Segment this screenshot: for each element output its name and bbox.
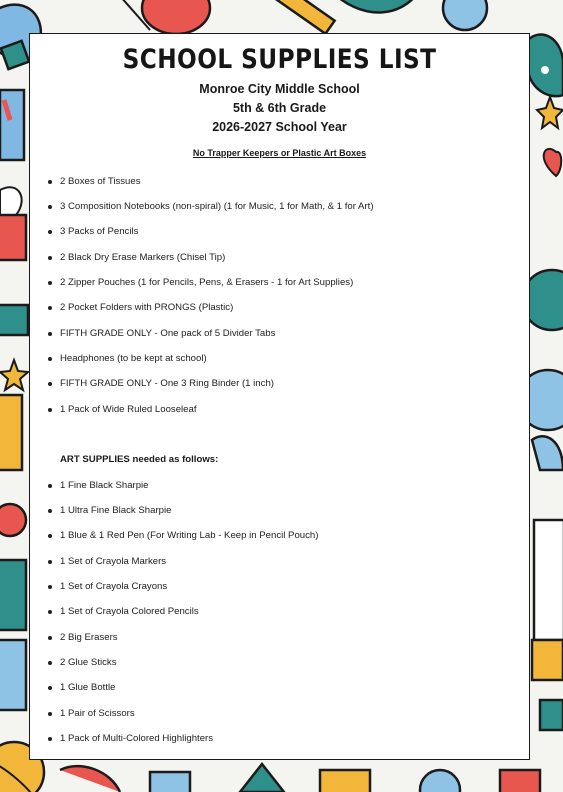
list-item: 3 Packs of Pencils bbox=[60, 226, 139, 237]
list-item: 1 Set of Crayola Markers bbox=[60, 556, 167, 567]
school-name: Monroe City Middle School bbox=[199, 82, 360, 96]
list-item: FIFTH GRADE ONLY - One pack of 5 Divider Tabs bbox=[60, 328, 276, 339]
list-item: 1 Ultra Fine Black Sharpie bbox=[60, 505, 172, 516]
page-title: SCHOOL SUPPLIES LIST bbox=[122, 44, 437, 75]
list-item: 1 Glue Bottle bbox=[60, 682, 116, 693]
list-item: 1 Pack of Multi-Colored Highlighters bbox=[60, 733, 214, 744]
list-item: 1 Pair of Scissors bbox=[60, 708, 135, 719]
supplies-sheet bbox=[29, 33, 530, 760]
art-supplies-heading: ART SUPPLIES needed as follows: bbox=[60, 454, 219, 465]
list-item: FIFTH GRADE ONLY - One 3 Ring Binder (1 inch) bbox=[60, 378, 274, 389]
list-item: 2 Pocket Folders with PRONGS (Plastic) bbox=[60, 302, 234, 313]
school-year: 2026-2027 School Year bbox=[212, 120, 347, 134]
list-item: 2 Zipper Pouches (1 for Pencils, Pens, & Erasers - 1 for Art Supplies) bbox=[60, 277, 354, 288]
note-text: No Trapper Keepers or Plastic Art Boxes bbox=[192, 148, 367, 158]
list-item: 1 Pack of Wide Ruled Looseleaf bbox=[60, 404, 197, 415]
list-item: 3 Composition Notebooks (non-spiral) (1 for Music, 1 for Math, & 1 for Art) bbox=[60, 201, 374, 212]
grade-label: 5th & 6th Grade bbox=[232, 101, 327, 115]
list-item: 1 Set of Crayola Crayons bbox=[60, 581, 168, 592]
list-item: Headphones (to be kept at school) bbox=[60, 353, 207, 364]
list-item: 1 Fine Black Sharpie bbox=[60, 480, 149, 491]
list-item: 2 Glue Sticks bbox=[60, 657, 117, 668]
list-item: 1 Set of Crayola Colored Pencils bbox=[60, 606, 199, 617]
list-item: 2 Big Erasers bbox=[60, 632, 118, 643]
list-item: 1 Blue & 1 Red Pen (For Writing Lab - Keep in Pencil Pouch) bbox=[60, 530, 319, 541]
list-item: 2 Boxes of Tissues bbox=[60, 176, 141, 187]
list-item: 2 Black Dry Erase Markers (Chisel Tip) bbox=[60, 252, 226, 263]
